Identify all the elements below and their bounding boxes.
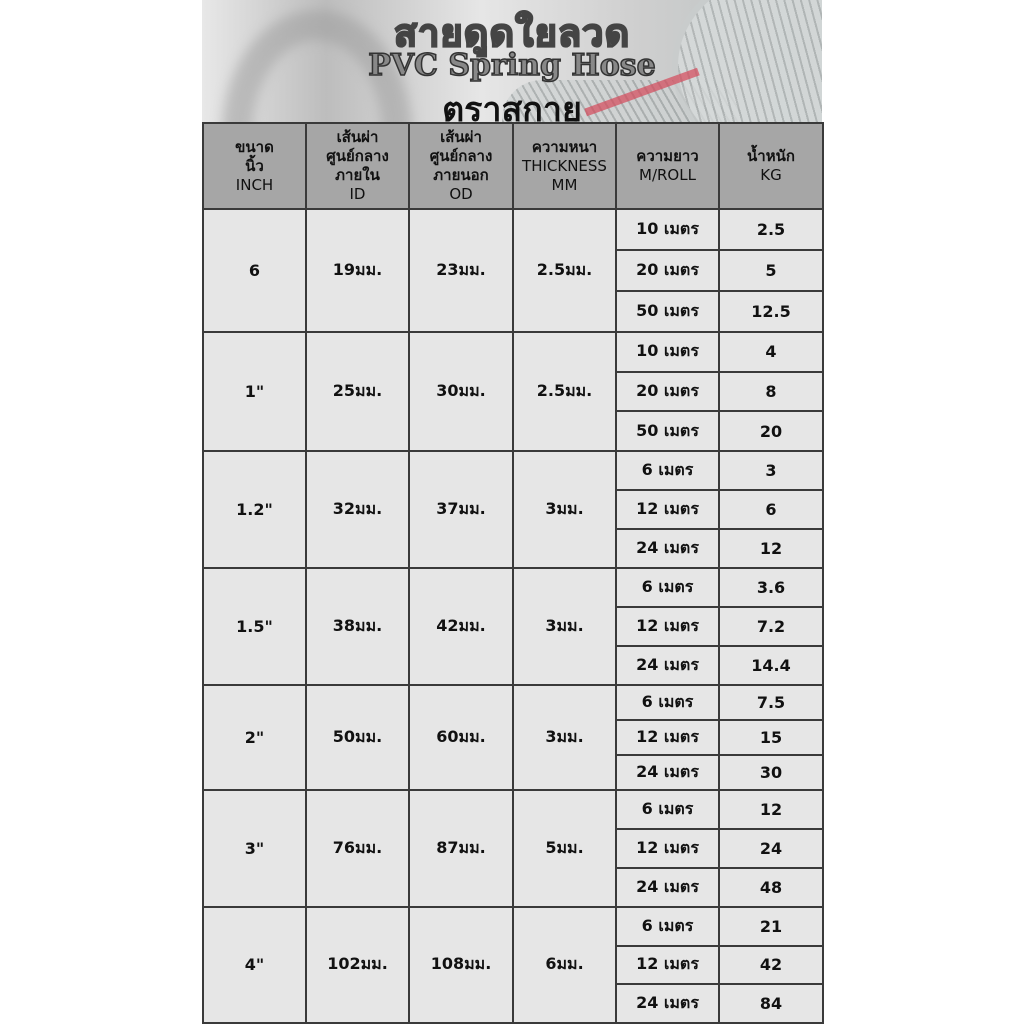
cell-length: 10 เมตร bbox=[616, 209, 719, 250]
table-row bbox=[203, 451, 823, 490]
cell-length: 24 เมตร bbox=[616, 529, 719, 568]
header-thai-text: ความหนา bbox=[531, 137, 598, 156]
header-thai-text: ความยาว bbox=[636, 147, 699, 165]
header-thai-text: ศูนย์กลาง bbox=[429, 147, 493, 165]
header-thai-text: ภายใน bbox=[335, 166, 380, 184]
cell-size: 2" bbox=[203, 685, 306, 790]
header-inch bbox=[203, 123, 306, 209]
cell-od: 108มม. bbox=[409, 907, 513, 1023]
cell-length: 6 เมตร bbox=[616, 685, 719, 720]
cell-thickness: 3มม. bbox=[513, 568, 616, 685]
cell-length: 6 เมตร bbox=[616, 907, 719, 946]
cell-length: 12 เมตร bbox=[616, 607, 719, 646]
cell-weight: 30 bbox=[719, 755, 823, 790]
cell-size: 6 bbox=[203, 209, 306, 332]
cell-od: 37มม. bbox=[409, 451, 513, 568]
cell-thickness: 3มม. bbox=[513, 685, 616, 790]
cell-length: 6 เมตร bbox=[616, 568, 719, 607]
table-row bbox=[203, 568, 823, 607]
cell-length: 12 เมตร bbox=[616, 946, 719, 985]
cell-weight: 2.5 bbox=[719, 209, 823, 250]
header-english-text: KG bbox=[760, 166, 782, 184]
cell-od: 30มม. bbox=[409, 332, 513, 451]
header-thai-text: เส้นผ่า bbox=[440, 128, 482, 146]
cell-weight: 3.6 bbox=[719, 568, 823, 607]
cell-length: 50 เมตร bbox=[616, 411, 719, 451]
spec-table bbox=[202, 122, 824, 1024]
cell-weight: 5 bbox=[719, 250, 823, 291]
cell-size: 4" bbox=[203, 907, 306, 1023]
cell-weight: 48 bbox=[719, 868, 823, 907]
cell-weight: 84 bbox=[719, 984, 823, 1023]
cell-weight: 12 bbox=[719, 529, 823, 568]
header-thai-text: น้ำหนัก bbox=[747, 147, 795, 165]
cell-thickness: 6มม. bbox=[513, 907, 616, 1023]
cell-id: 25มม. bbox=[306, 332, 409, 451]
cell-weight: 15 bbox=[719, 720, 823, 755]
cell-length: 24 เมตร bbox=[616, 755, 719, 790]
header-thai-text: ขนาด bbox=[235, 137, 274, 156]
header-id bbox=[306, 123, 409, 209]
cell-od: 42มม. bbox=[409, 568, 513, 685]
cell-weight: 20 bbox=[719, 411, 823, 451]
cell-length: 24 เมตร bbox=[616, 646, 719, 685]
cell-weight: 14.4 bbox=[719, 646, 823, 685]
cell-weight: 12.5 bbox=[719, 291, 823, 332]
header-english-text: THICKNESS MM bbox=[522, 156, 607, 194]
table-row bbox=[203, 685, 823, 720]
cell-thickness: 5มม. bbox=[513, 790, 616, 907]
header-thickness bbox=[513, 123, 616, 209]
cell-length: 6 เมตร bbox=[616, 790, 719, 829]
cell-size: 3" bbox=[203, 790, 306, 907]
table-row bbox=[203, 332, 823, 372]
table-row bbox=[203, 209, 823, 250]
cell-od: 23มม. bbox=[409, 209, 513, 332]
header-english-text: M/ROLL bbox=[639, 166, 696, 184]
cell-od: 60มม. bbox=[409, 685, 513, 790]
header-english-text: INCH bbox=[235, 175, 274, 194]
cell-length: 12 เมตร bbox=[616, 829, 719, 868]
cell-length: 50 เมตร bbox=[616, 291, 719, 332]
title-thai: สายดูดใยลวด bbox=[393, 11, 631, 55]
cell-id: 32มม. bbox=[306, 451, 409, 568]
cell-size: 1.2" bbox=[203, 451, 306, 568]
cell-length: 12 เมตร bbox=[616, 490, 719, 529]
header-thai-text: เส้นผ่า bbox=[336, 128, 379, 146]
header-od bbox=[409, 123, 513, 209]
cell-od: 87มม. bbox=[409, 790, 513, 907]
cell-weight: 42 bbox=[719, 946, 823, 985]
cell-size: 1" bbox=[203, 332, 306, 451]
table-row bbox=[203, 907, 823, 946]
header-row bbox=[203, 123, 823, 209]
cell-weight: 3 bbox=[719, 451, 823, 490]
cell-length: 6 เมตร bbox=[616, 451, 719, 490]
cell-id: 38มม. bbox=[306, 568, 409, 685]
cell-length: 20 เมตร bbox=[616, 372, 719, 412]
cell-weight: 7.5 bbox=[719, 685, 823, 720]
header-english-text: OD bbox=[449, 185, 473, 203]
cell-length: 24 เมตร bbox=[616, 868, 719, 907]
cell-length: 24 เมตร bbox=[616, 984, 719, 1023]
header-weight bbox=[719, 123, 823, 209]
title-english: PVC Spring Hose bbox=[368, 48, 656, 83]
header-thai-text: ภายนอก bbox=[433, 166, 489, 184]
cell-id: 19มม. bbox=[306, 209, 409, 332]
cell-weight: 8 bbox=[719, 372, 823, 412]
cell-weight: 4 bbox=[719, 332, 823, 372]
header-thai-text: ศูนย์กลาง bbox=[326, 147, 389, 165]
cell-id: 50มม. bbox=[306, 685, 409, 790]
cell-weight: 12 bbox=[719, 790, 823, 829]
cell-id: 102มม. bbox=[306, 907, 409, 1023]
header-english-text: ID bbox=[349, 185, 366, 203]
cell-length: 20 เมตร bbox=[616, 250, 719, 291]
cell-thickness: 3มม. bbox=[513, 451, 616, 568]
cell-id: 76มม. bbox=[306, 790, 409, 907]
cell-thickness: 2.5มม. bbox=[513, 332, 616, 451]
cell-weight: 21 bbox=[719, 907, 823, 946]
cell-thickness: 2.5มม. bbox=[513, 209, 616, 332]
cell-weight: 6 bbox=[719, 490, 823, 529]
cell-weight: 7.2 bbox=[719, 607, 823, 646]
cell-size: 1.5" bbox=[203, 568, 306, 685]
brand-name: ตราสกาย bbox=[442, 90, 582, 123]
cell-length: 10 เมตร bbox=[616, 332, 719, 372]
table-row bbox=[203, 790, 823, 829]
cell-length: 12 เมตร bbox=[616, 720, 719, 755]
banner bbox=[202, 0, 822, 123]
cell-weight: 24 bbox=[719, 829, 823, 868]
header-length bbox=[616, 123, 719, 209]
header-thai-text: นิ้ว bbox=[245, 156, 264, 175]
